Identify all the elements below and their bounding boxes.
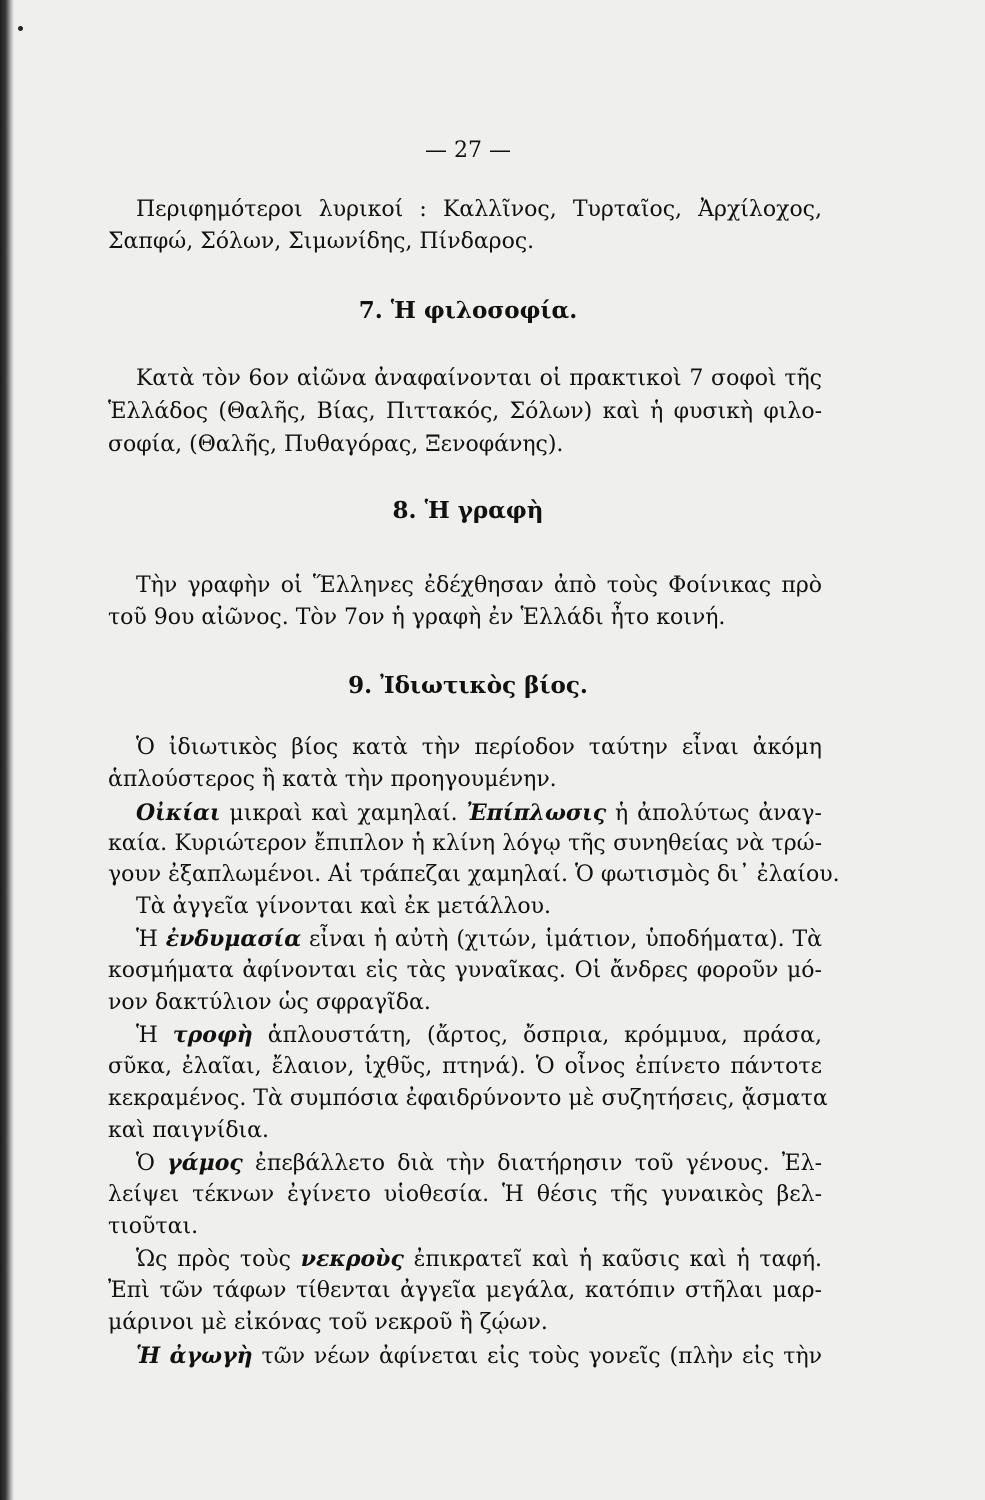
private-life-line-12: κεκραμένος. Τὰ συμπόσια ἐφαιδρύνοντο μὲ συζητήσεις, ᾄσματα bbox=[108, 1086, 828, 1111]
heading-writing: 8. Ἡ γραφὴ bbox=[392, 497, 544, 524]
page-number: — 27 — bbox=[425, 138, 511, 163]
philosophy-line-3: σοφία, (Θαλῆς, Πυθαγόρας, Ξενοφάνης). bbox=[108, 432, 564, 457]
lyric-poets-line-2: Σαπφώ, Σόλων, Σιμωνίδης, Πίνδαρος. bbox=[108, 229, 535, 254]
philosophy-line-2: Ἑλλάδος (Θαλῆς, Βίας, Πιττακός, Σόλων) καὶ ἡ φυσικὴ φιλο- bbox=[108, 399, 822, 424]
private-life-line-3: Οἰκίαι μικραὶ καὶ χαμηλαί. Ἐπίπλωσις ἡ ἀπολύτως ἀναγ- bbox=[136, 800, 822, 826]
keyword-houses: Οἰκίαι bbox=[136, 800, 221, 826]
private-life-line-5: γουν ἐξαπλωμένοι. Αἱ τράπεζαι χαμηλαί. Ὁ φωτισμὸς δι᾿ ἐλαίου. bbox=[108, 862, 840, 887]
writing-line-2: τοῦ 9ου αἰῶνος. Τὸν 7ον ἡ γραφὴ ἐν Ἑλλάδι ἦτο κοινή. bbox=[108, 605, 726, 630]
private-life-line-10: Ἡ τροφὴ ἁπλουστάτη, (ἄρτος, ὄσπρια, κρόμμυα, πράσα, bbox=[136, 1022, 822, 1048]
keyword-upbringing: Ἡ ἀγωγὴ bbox=[136, 1343, 253, 1369]
keyword-dead: νεκροὺς bbox=[300, 1246, 404, 1272]
philosophy-line-1: Κατὰ τὸν 6ον αἰῶνα ἀναφαίνονται οἱ πρακτικοὶ 7 σοφοὶ τῆς bbox=[136, 366, 822, 391]
private-life-line-20: Ἡ ἀγωγὴ τῶν νέων ἀφίνεται εἰς τοὺς γονεῖς (πλὴν εἰς τὴν bbox=[136, 1343, 823, 1369]
private-life-line-6: Τὰ ἀγγεῖα γίνονται καὶ ἐκ μετάλλου. bbox=[136, 894, 551, 919]
keyword-clothing: ἐνδυμασία bbox=[165, 926, 302, 952]
heading-philosophy: 7. Ἡ φιλοσοφία. bbox=[358, 297, 578, 324]
private-life-line-13: καὶ παιγνίδια. bbox=[108, 1118, 270, 1143]
private-life-line-4: καία. Κυριώτερον ἔπιπλον ἡ κλίνη λόγῳ τῆς συνηθείας νὰ τρώ- bbox=[108, 831, 822, 856]
lyric-poets-line-1: Περιφημότεροι λυρικοί : Καλλῖνος, Τυρταῖος, Ἀρχίλοχος, bbox=[136, 197, 822, 222]
private-life-line-18: Ἐπὶ τῶν τάφων τίθενται ἀγγεῖα μεγάλα, κατόπιν στῆλαι μαρ- bbox=[108, 1278, 822, 1303]
private-life-line-14: Ὁ γάμος ἐπεβάλλετο διὰ τὴν διατήρησιν τοῦ γένους. Ἐλ- bbox=[136, 1150, 822, 1176]
private-life-line-9: νον δακτύλιον ὡς σφραγῖδα. bbox=[108, 990, 431, 1015]
private-life-line-17: Ὡς πρὸς τοὺς νεκροὺς ἐπικρατεῖ καὶ ἡ καῦσις καὶ ἡ ταφή. bbox=[136, 1246, 822, 1272]
private-life-line-7: Ἡ ἐνδυμασία εἶναι ἡ αὐτὴ (χιτών, ἱμάτιον, ὑποδήματα). Τὰ bbox=[136, 926, 822, 952]
writing-line-1: Τὴν γραφὴν οἱ Ἕλληνες ἐδέχθησαν ἀπὸ τοὺς Φοίνικας πρὸ bbox=[136, 573, 822, 598]
keyword-marriage: γάμος bbox=[167, 1150, 243, 1176]
heading-private-life: 9. Ἰδιωτικὸς βίος. bbox=[348, 672, 588, 699]
keyword-food: τροφὴ bbox=[172, 1022, 253, 1048]
private-life-line-1: Ὁ ἰδιωτικὸς βίος κατὰ τὴν περίοδον ταύτην εἶναι ἀκόμη bbox=[136, 735, 822, 760]
private-life-line-16: τιοῦται. bbox=[108, 1214, 199, 1239]
keyword-furnishing: Ἐπίπλωσις bbox=[466, 800, 607, 826]
private-life-line-11: σῦκα, ἐλαῖαι, ἔλαιον, ἰχθῦς, πτηνά). Ὁ οἶνος ἐπίνετο πάντοτε bbox=[108, 1054, 822, 1079]
private-life-line-15: λείψει τέκνων ἐγίνετο υἱοθεσία. Ἡ θέσις τῆς γυναικὸς βελ- bbox=[108, 1182, 822, 1207]
private-life-line-8: κοσμήματα ἀφίνονται εἰς τὰς γυναῖκας. Οἱ ἄνδρες φοροῦν μό- bbox=[108, 958, 822, 983]
private-life-line-19: μάρινοι μὲ εἰκόνας τοῦ νεκροῦ ἢ ζῴων. bbox=[108, 1310, 548, 1335]
private-life-line-2: ἁπλούστερος ἢ κατὰ τὴν προηγουμένην. bbox=[108, 767, 557, 792]
